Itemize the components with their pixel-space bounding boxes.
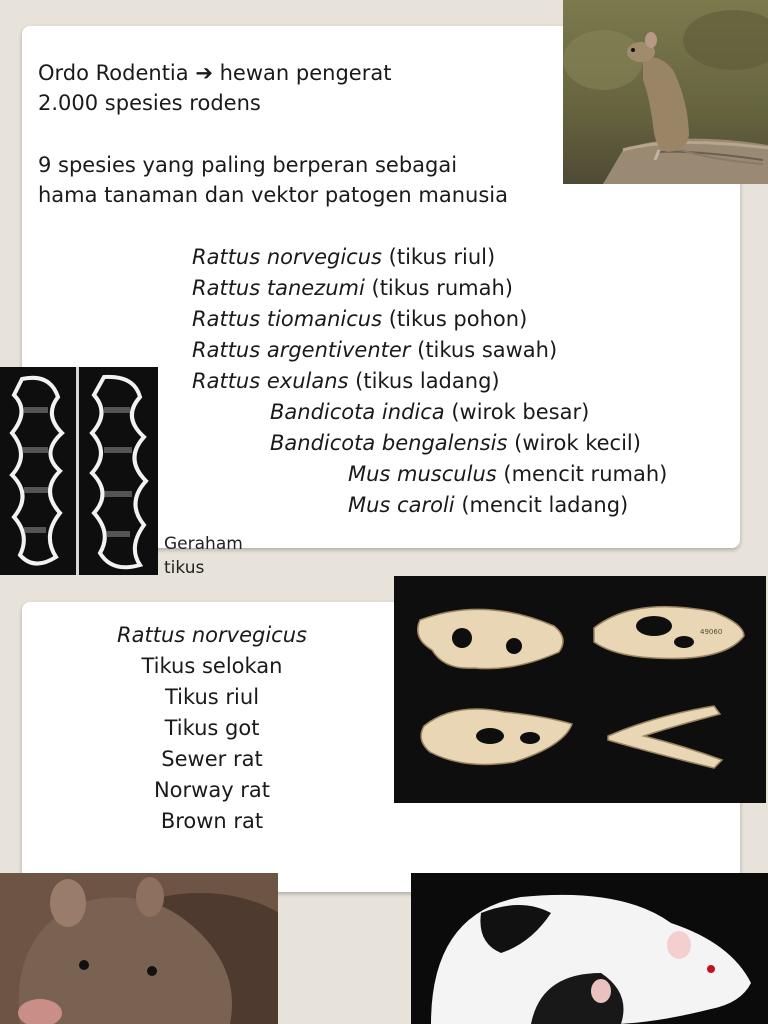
- skull-photos: [394, 576, 766, 803]
- arrow-right-icon: ➔: [195, 61, 213, 85]
- species-scientific-name: Rattus argentiventer: [192, 338, 411, 362]
- species-common-name: (mencit ladang): [461, 493, 629, 517]
- ordo-meaning: hewan pengerat: [219, 61, 392, 85]
- species-common-name: (mencit rumah): [503, 462, 668, 486]
- ordo-text: Ordo Rodentia: [38, 61, 189, 85]
- species-scientific-name: Mus musculus: [348, 462, 497, 486]
- species-item: [192, 242, 495, 272]
- species-common-name: (tikus riul): [388, 245, 496, 269]
- species-common-name: (tikus pohon): [388, 307, 528, 331]
- slide2-title: Rattus norvegicus: [117, 623, 307, 647]
- species-common-name: (tikus ladang): [355, 369, 500, 393]
- mouse-photo: [563, 0, 768, 184]
- species-item: [192, 304, 527, 334]
- species-scientific-name: Rattus norvegicus: [192, 245, 382, 269]
- caption-tikus: tikus: [164, 558, 205, 578]
- common-name-item: Brown rat: [160, 809, 264, 833]
- species-scientific-name: Bandicota bengalensis: [270, 431, 508, 455]
- species-scientific-name: Rattus tanezumi: [192, 276, 365, 300]
- species-item: [192, 273, 513, 303]
- intro-line-1: 9 spesies yang paling berperan sebagai: [38, 153, 458, 177]
- species-scientific-name: Bandicota indica: [270, 400, 445, 424]
- skull-label: 49060: [700, 628, 723, 636]
- species-item: [348, 459, 667, 489]
- brown-rat-photo: [0, 873, 278, 1024]
- species-item: [192, 366, 500, 396]
- common-name-item: Tikus selokan: [141, 654, 283, 678]
- species-item: [270, 428, 641, 458]
- caption-geraham: Geraham: [164, 534, 243, 554]
- common-name-item: Sewer rat: [161, 747, 263, 771]
- species-count: 2.000 spesies rodens: [38, 91, 261, 115]
- species-item: [348, 490, 628, 520]
- species-common-name: (tikus sawah): [417, 338, 558, 362]
- species-common-name: (wirok kecil): [514, 431, 641, 455]
- species-scientific-name: Rattus tiomanicus: [192, 307, 383, 331]
- species-item: [192, 335, 557, 365]
- common-name-item: Tikus riul: [164, 685, 260, 709]
- species-scientific-name: Mus caroli: [348, 493, 455, 517]
- common-name-item: Norway rat: [153, 778, 271, 802]
- molar-xray-image: [0, 367, 158, 575]
- common-name-item: Tikus got: [164, 716, 260, 740]
- species-common-name: (tikus rumah): [371, 276, 513, 300]
- species-scientific-name: Rattus exulans: [192, 369, 349, 393]
- species-item: [270, 397, 589, 427]
- species-common-name: (wirok besar): [451, 400, 590, 424]
- ordo-line: [38, 58, 391, 88]
- intro-line-2: hama tanaman dan vektor patogen manusia: [38, 183, 508, 207]
- hooded-rat-photo: [411, 873, 768, 1024]
